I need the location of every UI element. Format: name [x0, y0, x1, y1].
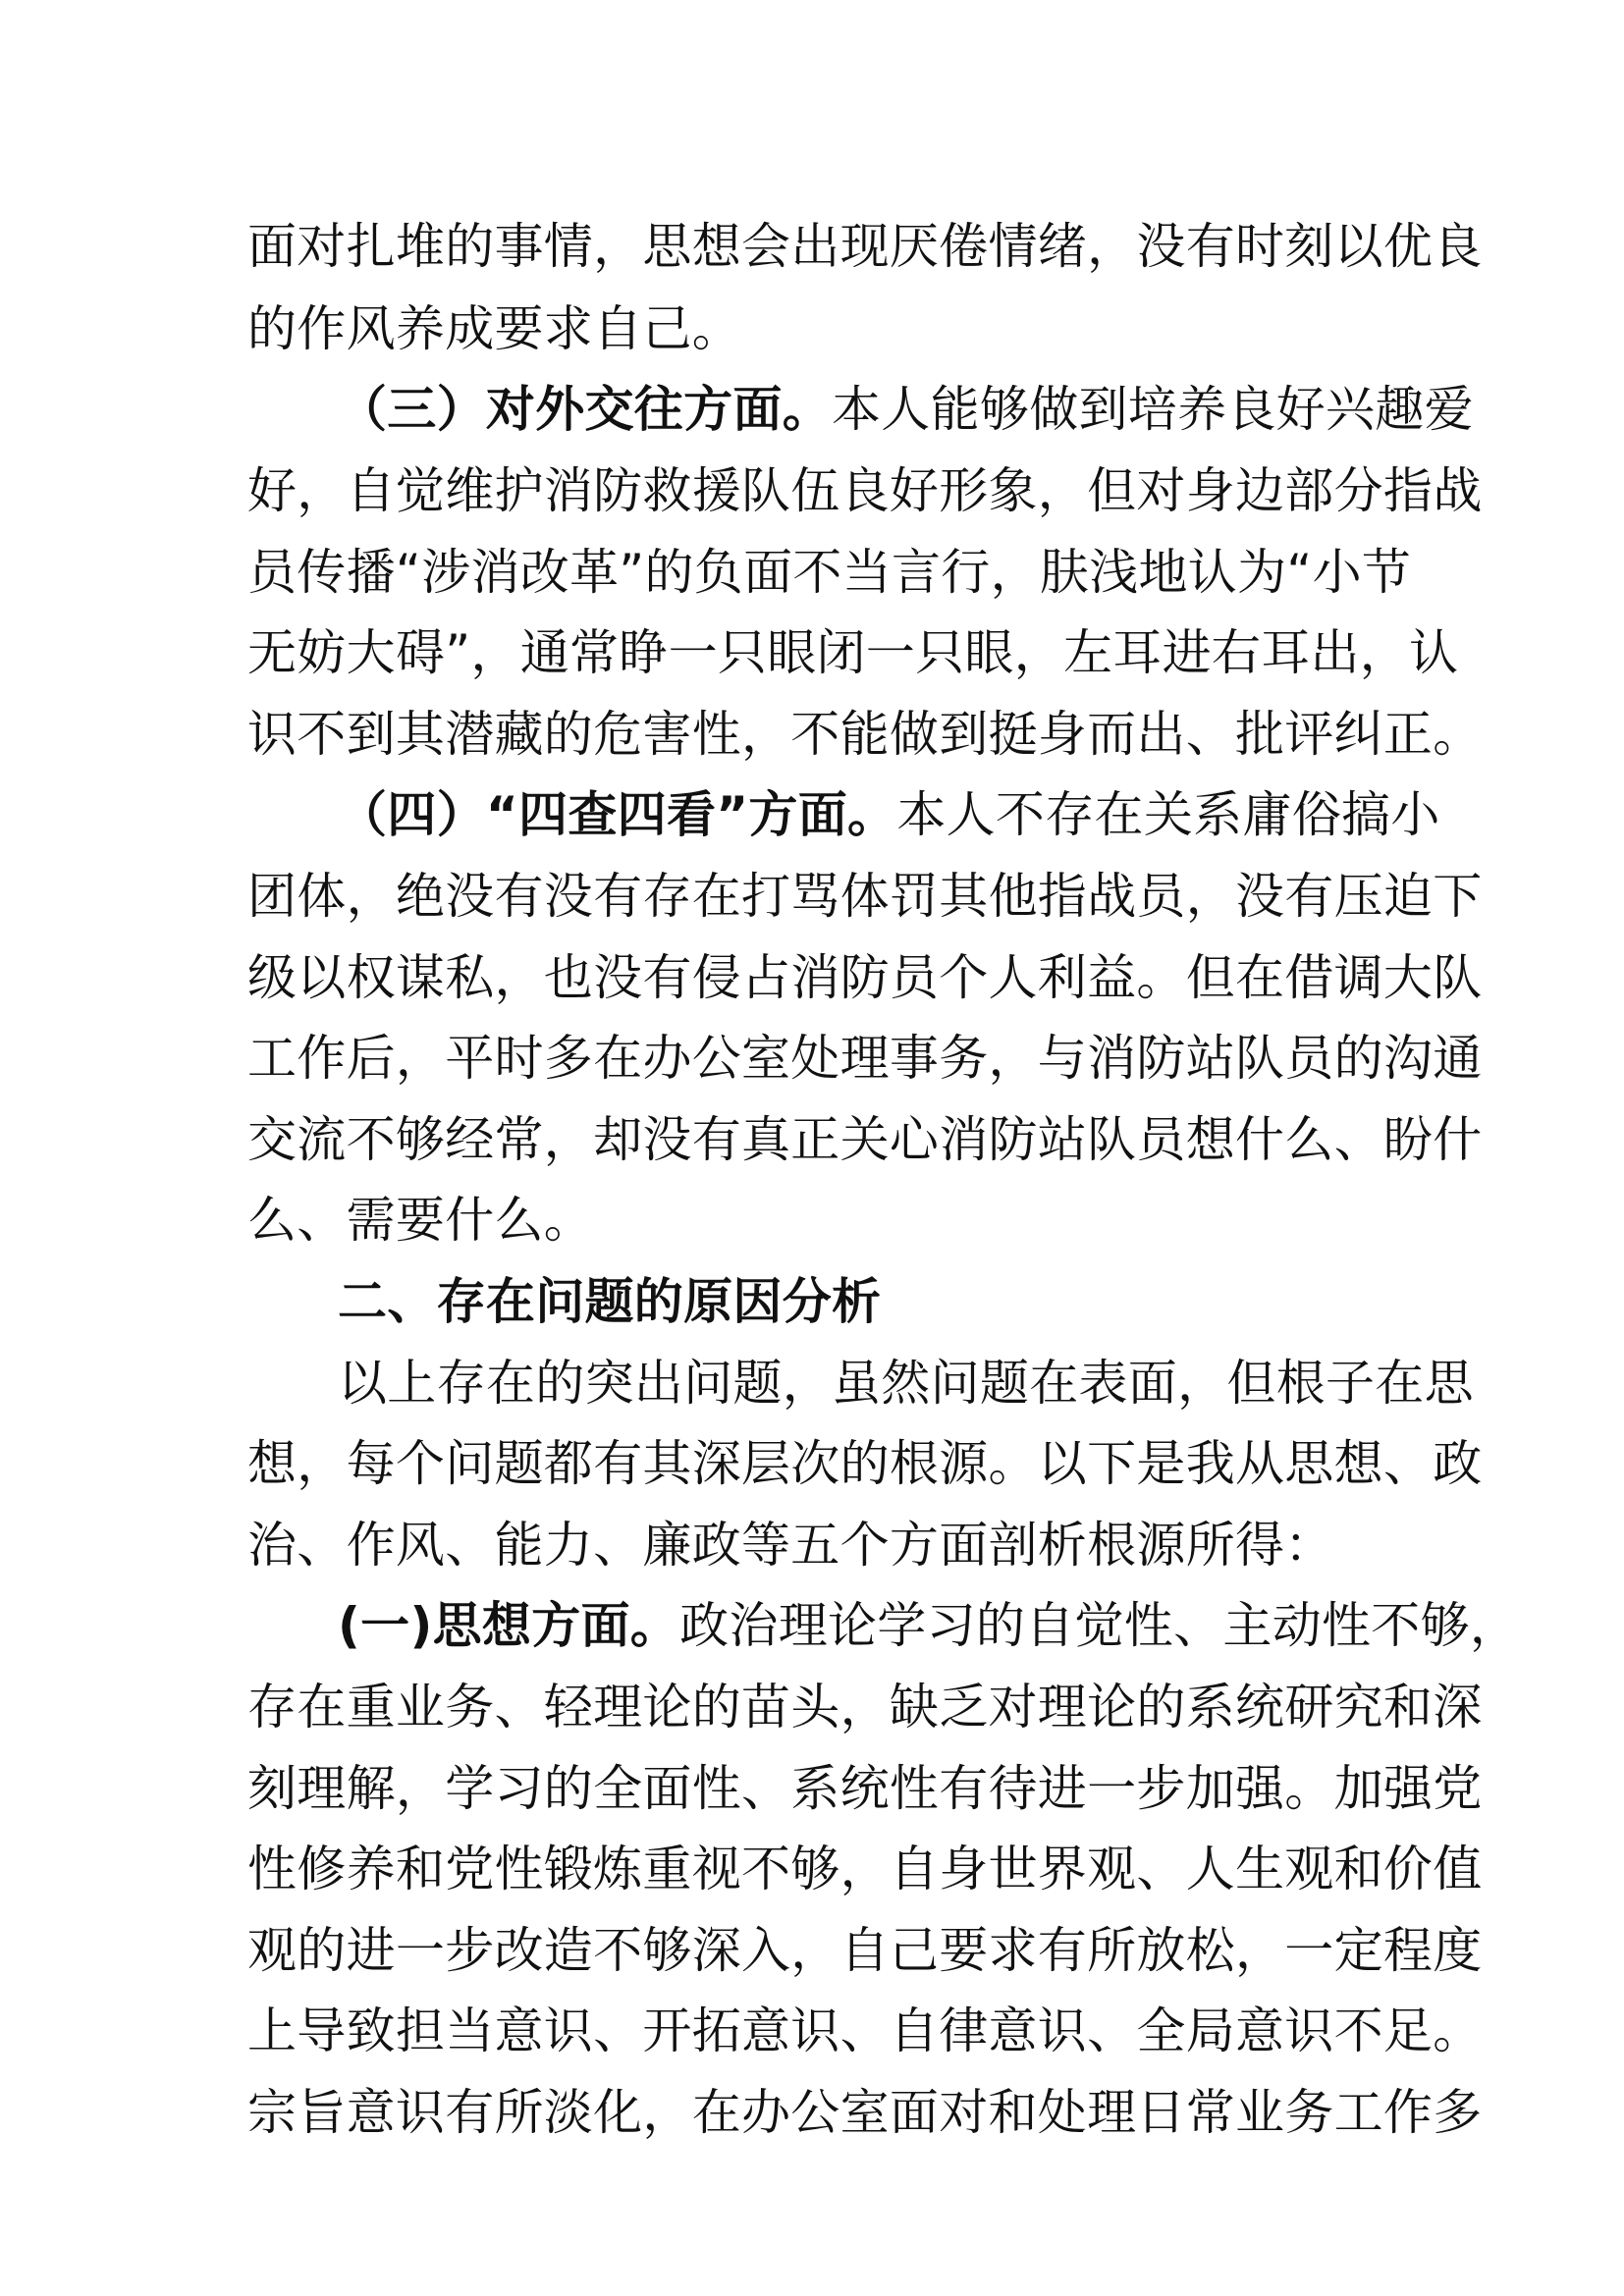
text-segment: 观的进一步改造不够深入，自己要求有所放松，一定程度: [247, 1922, 1483, 1979]
text-segment: 无妨大碍”，通常睁一只眼闭一只眼，左耳进右耳出，认: [247, 624, 1459, 681]
paragraph-first-line: [338, 1354, 1474, 1413]
text-line: [247, 867, 1483, 926]
text-segment: 面对扎堆的事情，思想会出现厌倦情绪，没有时刻以优良: [247, 218, 1483, 275]
text-line: [247, 2083, 1483, 2142]
text-line: [247, 1921, 1483, 1980]
section-heading: (一)思想方面。: [338, 1597, 680, 1654]
chapter-heading-text: 二、存在问题的原因分析: [338, 1273, 882, 1330]
text-segment: 团体，绝没有没有存在打骂体罚其他指战员，没有压迫下: [247, 868, 1483, 925]
text-segment: 以上存在的突出问题，虽然问题在表面，但根子在思: [338, 1355, 1474, 1412]
text-segment: 么、需要什么。: [247, 1192, 594, 1249]
text-line: [247, 1191, 593, 1250]
text-segment: 本人不存在关系庸俗搞小: [896, 786, 1440, 843]
text-segment: 治、作风、能力、廉政等五个方面剖析根源所得：: [247, 1517, 1334, 1574]
text-segment: 交流不够经常，却没有真正关心消防站队员想什么、盼什: [247, 1111, 1483, 1168]
text-segment: 工作后，平时多在办公室处理事务，与消防站队员的沟通: [247, 1030, 1483, 1087]
text-segment: 性修养和党性锻炼重视不够，自身世界观、人生观和价值: [247, 1841, 1483, 1897]
text-line: [247, 1434, 1483, 1493]
text-segment: 想，每个问题都有其深层次的根源。以下是我从思想、政: [247, 1435, 1483, 1492]
text-segment: 本人能够做到培养良好兴趣爱: [832, 381, 1474, 438]
text-line: [247, 299, 741, 358]
section-paragraph-3: [338, 380, 1474, 439]
text-line: [247, 1110, 1483, 1169]
text-line: [247, 543, 1411, 602]
text-line: [247, 217, 1483, 276]
text-line: [247, 461, 1483, 520]
text-segment: 宗旨意识有所淡化，在办公室面对和处理日常业务工作多: [247, 2084, 1483, 2141]
text-line: [247, 2002, 1483, 2060]
text-line: [247, 623, 1458, 682]
text-line: [247, 1840, 1483, 1898]
section-paragraph-1: [338, 1596, 1519, 1655]
text-segment: 存在重业务、轻理论的苗头，缺乏对理论的系统研究和深: [247, 1679, 1483, 1735]
text-segment: 好，自觉维护消防救援队伍良好形象，但对身边部分指战: [247, 462, 1483, 519]
text-line: [247, 1516, 1334, 1575]
text-segment: 识不到其潜藏的危害性，不能做到挺身而出、批评纠正。: [247, 706, 1483, 763]
chapter-heading: [338, 1272, 881, 1331]
text-line: [247, 1678, 1483, 1736]
section-heading: （三）对外交往方面。: [338, 381, 832, 438]
text-segment: 的作风养成要求自己。: [247, 300, 741, 357]
text-line: [247, 1029, 1483, 1088]
text-segment: 员传播“涉消改革”的负面不当言行，肤浅地认为“小节: [247, 544, 1412, 601]
text-line: [247, 1759, 1483, 1818]
text-segment: 刻理解，学习的全面性、系统性有待进一步加强。加强党: [247, 1760, 1483, 1817]
text-segment: 上导致担当意识、开拓意识、自律意识、全局意识不足。: [247, 2002, 1483, 2059]
text-line: [247, 705, 1483, 764]
section-paragraph-4: [338, 785, 1440, 844]
section-heading: （四）“四查四看”方面。: [338, 786, 897, 843]
text-segment: 级以权谋私，也没有侵占消防员个人利益。但在借调大队: [247, 949, 1483, 1006]
text-line: [247, 948, 1483, 1007]
text-segment: 政治理论学习的自觉性、主动性不够，: [679, 1597, 1520, 1654]
